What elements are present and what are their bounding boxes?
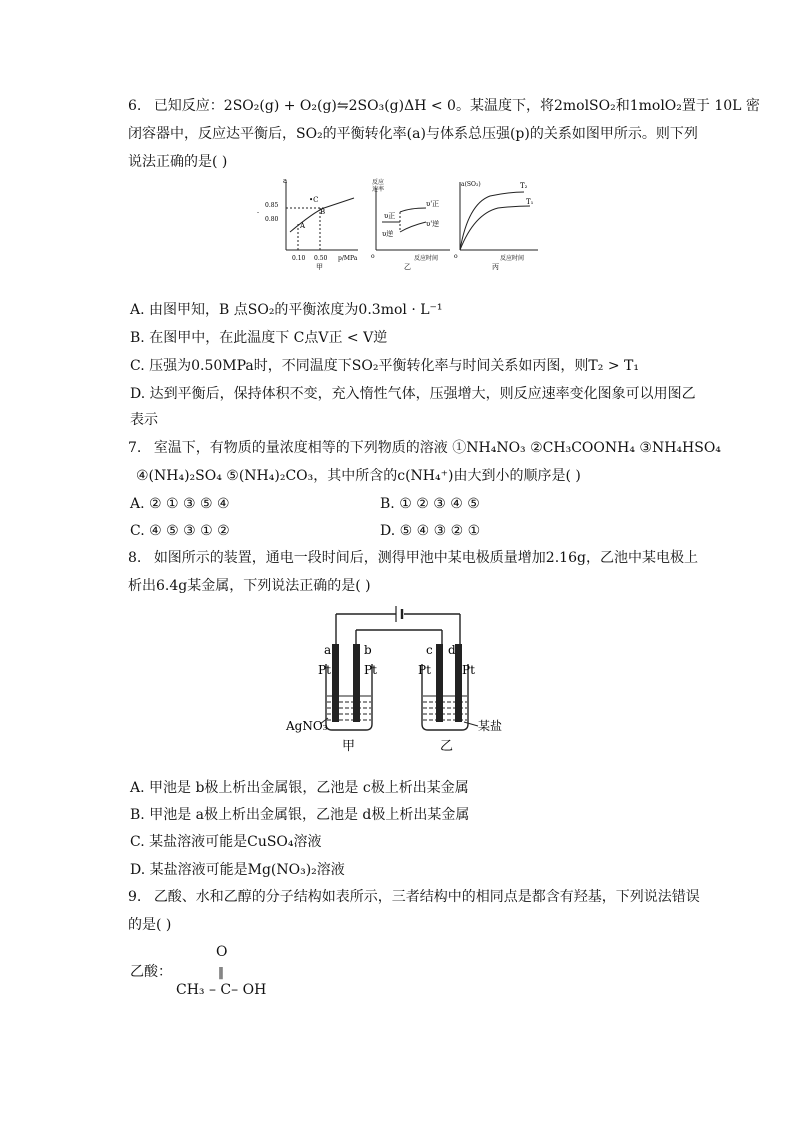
q6-option-c: C. 压强为0.50MPa时，不同温度下SO₂平衡转化率与时间关系如丙图，则T₂ > T₁	[130, 358, 639, 374]
acetic-acid-structure: CH₃ – C– OH	[176, 982, 267, 998]
acetic-acid-double-bond: ‖	[218, 965, 224, 979]
q6-option-d: D. 达到平衡后，保持体积不变，充入惰性气体，压强增大，则反应速率变化图象可以用图乙	[130, 386, 696, 402]
q6-option-b: B. 在图甲中，在此温度下 C点V正 < V逆	[130, 330, 388, 346]
label-jia: 甲	[342, 739, 356, 754]
label-yi: 乙	[440, 739, 454, 754]
bing-ylabel: a(SO₂)	[461, 181, 481, 188]
q7-option-b: B. ① ② ③ ④ ⑤	[380, 496, 480, 512]
jia-x050: 0.50	[314, 255, 328, 262]
jia-caption: 甲	[316, 263, 323, 271]
label-a: a	[324, 643, 332, 657]
bing-caption: 丙	[492, 263, 499, 271]
yi-vni1: υ'逆	[426, 220, 440, 228]
q6-text1: 已知反应：2SO₂(g) + O₂(g)⇋2SO₃(g)ΔH < 0。某温度下，将2molSO₂和1molO₂置于 10L 密	[153, 98, 760, 114]
bing-T1: T₁	[526, 198, 534, 206]
q8-option-b: B. 甲池是 a极上析出金属银，乙池是 d极上析出某金属	[130, 807, 470, 823]
label-pt-c: Pt	[418, 663, 431, 677]
jia-pointB: B	[320, 208, 326, 216]
q7-option-d: D. ⑤ ④ ③ ② ①	[380, 523, 481, 539]
jia-080: 0.80	[265, 216, 279, 223]
bing-origin: o	[454, 253, 458, 260]
acetic-acid-O: O	[216, 944, 228, 960]
q7-number: 7.	[128, 440, 142, 456]
q8-electrolysis-figure	[286, 604, 508, 754]
jia-pointA: A	[300, 222, 306, 230]
yi-ylabel2: 速率	[372, 186, 385, 193]
label-pt-a: Pt	[318, 663, 331, 677]
label-salt: 某盐	[478, 719, 503, 733]
jia-punit: p/MPa	[338, 255, 358, 262]
q9-number: 9.	[128, 889, 142, 905]
q8-line1	[128, 548, 698, 568]
q7-option-c: C. ④ ⑤ ③ ① ②	[130, 523, 230, 539]
q7-line1	[128, 438, 721, 458]
electrode-a	[332, 644, 339, 722]
q6-figures	[254, 174, 544, 271]
q8-option-d: D. 某盐溶液可能是Mg(NO₃)₂溶液	[130, 862, 345, 878]
label-agno3: AgNO₃	[286, 719, 328, 733]
label-b: b	[364, 643, 372, 657]
q8-number: 8.	[128, 550, 142, 566]
q8-option-a: A. 甲池是 b极上析出金属银，乙池是 c极上析出某金属	[130, 780, 469, 796]
yi-vzheng1: υ'正	[426, 200, 440, 208]
jia-x010: 0.10	[292, 255, 306, 262]
yi-origin: o	[371, 253, 375, 260]
jia-pointC: •C	[309, 196, 319, 204]
q8-option-c: C. 某盐溶液可能是CuSO₄溶液	[130, 834, 322, 850]
q9-line2: 的是( )	[128, 917, 172, 933]
fig-jia	[286, 182, 358, 250]
q6-line2: 闭容器中，反应达平衡后，SO₂的平衡转化率(a)与体系总压强(p)的关系如图甲所示。则下列	[128, 126, 698, 142]
label-pt-d: Pt	[462, 663, 475, 677]
jia-a-axis: a	[283, 177, 288, 185]
q6-line3: 说法正确的是( )	[128, 154, 228, 170]
fig-bing	[460, 182, 538, 250]
yi-vni0: υ逆	[382, 230, 394, 238]
label-c: c	[426, 643, 433, 657]
bing-xlabel: 反应时间	[500, 255, 525, 262]
electrode-d	[455, 644, 462, 722]
yi-xlabel: 反应时间	[414, 255, 439, 262]
q8-line2: 析出6.4g某金属，下列说法正确的是( )	[128, 578, 371, 594]
electrode-c	[436, 644, 443, 722]
label-d: d	[448, 643, 456, 657]
yi-vzheng0: υ正	[384, 212, 396, 220]
bing-T2: T₂	[520, 182, 528, 190]
yi-ylabel1: 反应	[372, 179, 385, 186]
q6-option-a: A. 由图甲知，B 点SO₂的平衡浓度为0.3mol · L⁻¹	[130, 302, 443, 318]
label-pt-b: Pt	[364, 663, 377, 677]
q7-line2: ④(NH₄)₂SO₄ ⑤(NH₄)₂CO₃，其中所含的c(NH₄⁺)由大到小的顺序是( )	[136, 468, 581, 484]
q6-line1	[128, 96, 760, 116]
jia-085: 0.85	[265, 202, 279, 209]
q6-number: 6.	[128, 98, 142, 114]
q9-line1	[128, 887, 700, 907]
q9-text1: 乙酸、水和乙醇的分子结构如表所示，三者结构中的相同点是都含有羟基，下列说法错误	[153, 889, 700, 905]
q7-text1: 室温下，有物质的量浓度相等的下列物质的溶液 ①NH₄NO₃ ②CH₃COONH₄ ③NH₄HSO₄	[153, 440, 721, 456]
yi-caption: 乙	[404, 263, 411, 271]
q8-text1: 如图所示的装置，通电一段时间后，测得甲池中某电极质量增加2.16g，乙池中某电极上	[153, 550, 698, 566]
electrode-b	[353, 644, 360, 722]
acetic-acid-label: 乙酸：	[130, 964, 172, 980]
q6-option-d-cont: 表示	[130, 412, 158, 428]
q7-option-a: A. ② ① ③ ⑤ ④	[130, 496, 230, 512]
jia-dash: -	[257, 209, 260, 216]
